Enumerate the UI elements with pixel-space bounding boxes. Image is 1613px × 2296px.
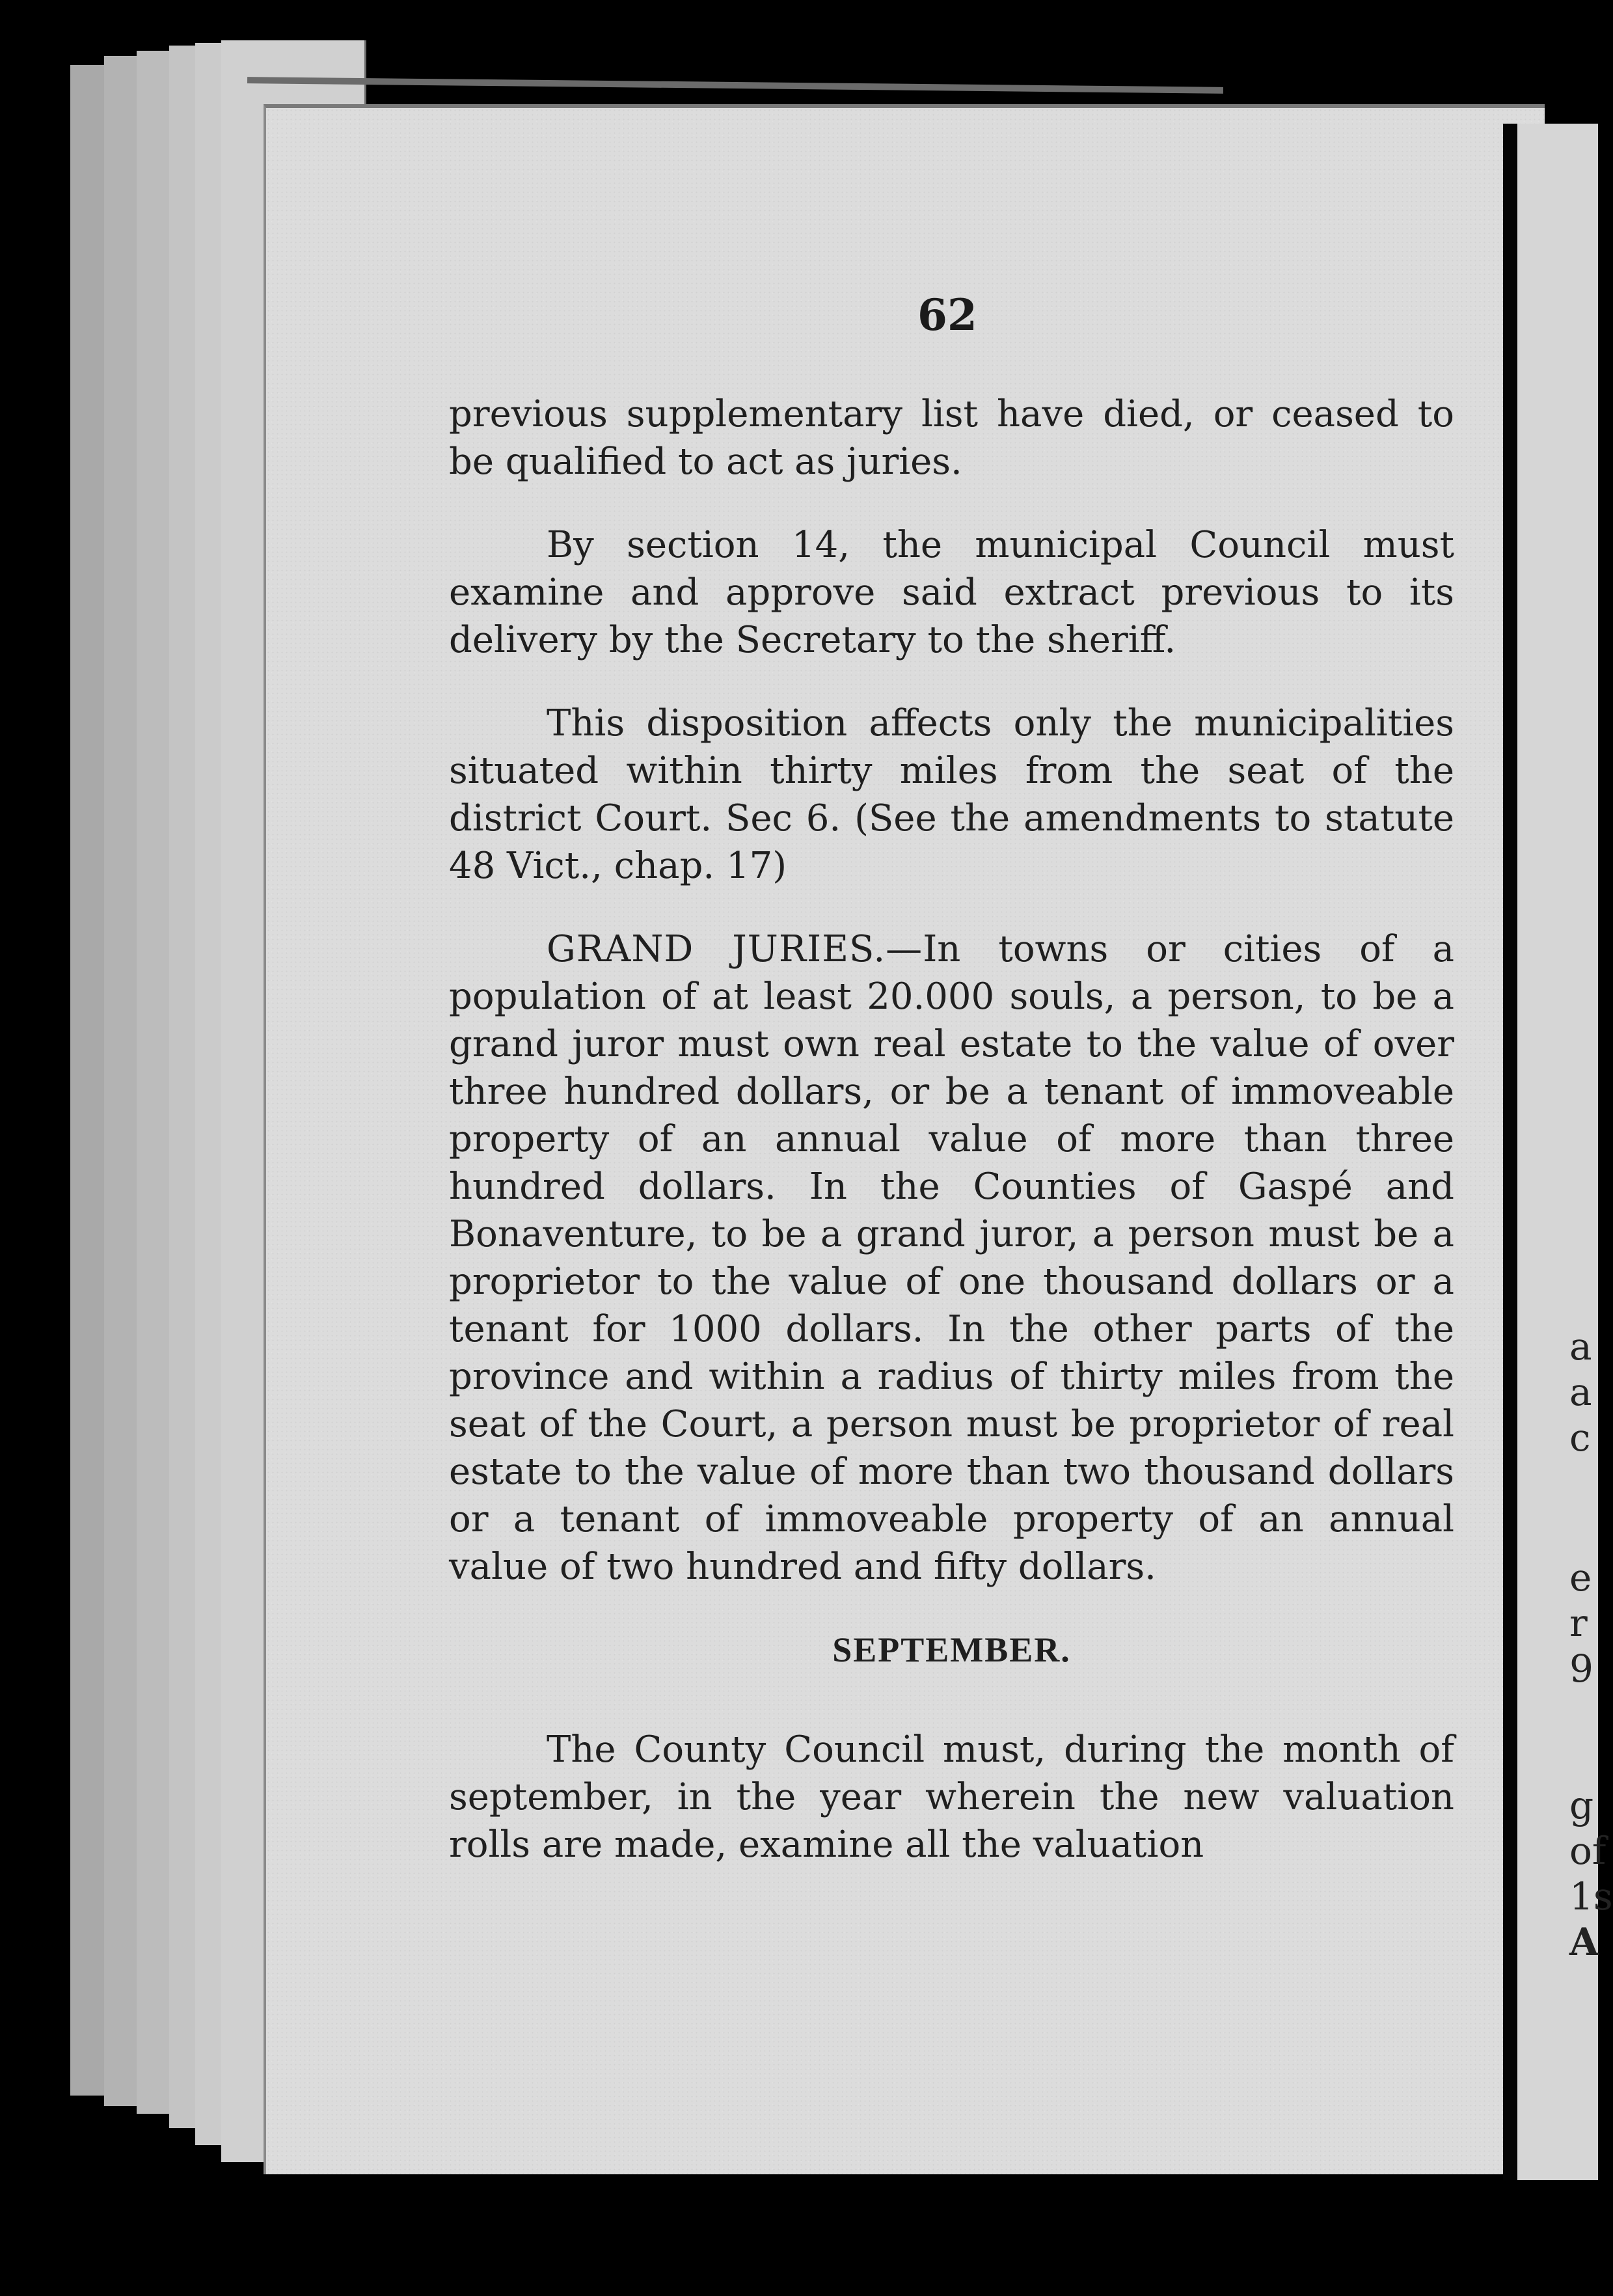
adjacent-page-fragment: c	[1569, 1415, 1591, 1460]
book-gutter	[1503, 124, 1517, 2180]
paragraph: By section 14, the municipal Council must examine and approve said extract previous to its delivery by the Secretary to the sheriff.	[449, 524, 1454, 661]
adjacent-page-fragment: 9	[1569, 1647, 1593, 1691]
paragraph: The County Council must, during the month of september, in the year wherein the new valuation rolls are made, examine all the valuation	[449, 1729, 1454, 1866]
adjacent-page-fragment: A	[1569, 1920, 1599, 1964]
adjacent-page-fragment: 1s	[1569, 1874, 1613, 1919]
paragraph-lead: GRAND JURIES.—	[547, 928, 923, 970]
page-number: 62	[917, 290, 977, 340]
adjacent-page-edge	[1517, 124, 1613, 2180]
adjacent-page-fragment: r	[1569, 1601, 1588, 1645]
paragraph: previous supplementary list have died, or ceased to be qualified to act as juries.	[449, 393, 1454, 483]
paragraph	[449, 925, 1454, 1591]
adjacent-page-fragment: of	[1569, 1829, 1606, 1873]
paragraph: This disposition affects only the municipalities situated within thirty miles from the seat of the district Court. Sec 6. (See the amendments to statute 48 Vict., chap. 17)	[449, 702, 1454, 887]
page-top-edge	[247, 77, 1223, 94]
paragraph-text: In towns or cities of a population of at least 20.000 souls, a person, to be a grand juror must own real estate to the value of over three hundred dollars, or be a tenant of immoveable property of an annual value of more than three hundred dollars. In the Counties of Gaspé and Bonaventure, to be a grand juror, a person must be a proprietor to the value of one thousand dollars or a tenant for 1000 dollars. In the other parts of the province and within a radius of thirty miles from the seat of the Court, a person must be proprietor of real estate to the value of more than two thousand dollars or a tenant of immoveable property of an annual value of two hundred and fifty dollars.	[449, 928, 1455, 1588]
adjacent-page-fragment: a	[1569, 1370, 1592, 1414]
page-body	[449, 390, 1454, 1904]
adjacent-page-fragment: e	[1569, 1555, 1592, 1600]
section-heading: SEPTEMBER.	[832, 1630, 1071, 1669]
adjacent-page-fragment: g	[1569, 1783, 1594, 1827]
adjacent-page-fragment: a	[1569, 1324, 1592, 1369]
